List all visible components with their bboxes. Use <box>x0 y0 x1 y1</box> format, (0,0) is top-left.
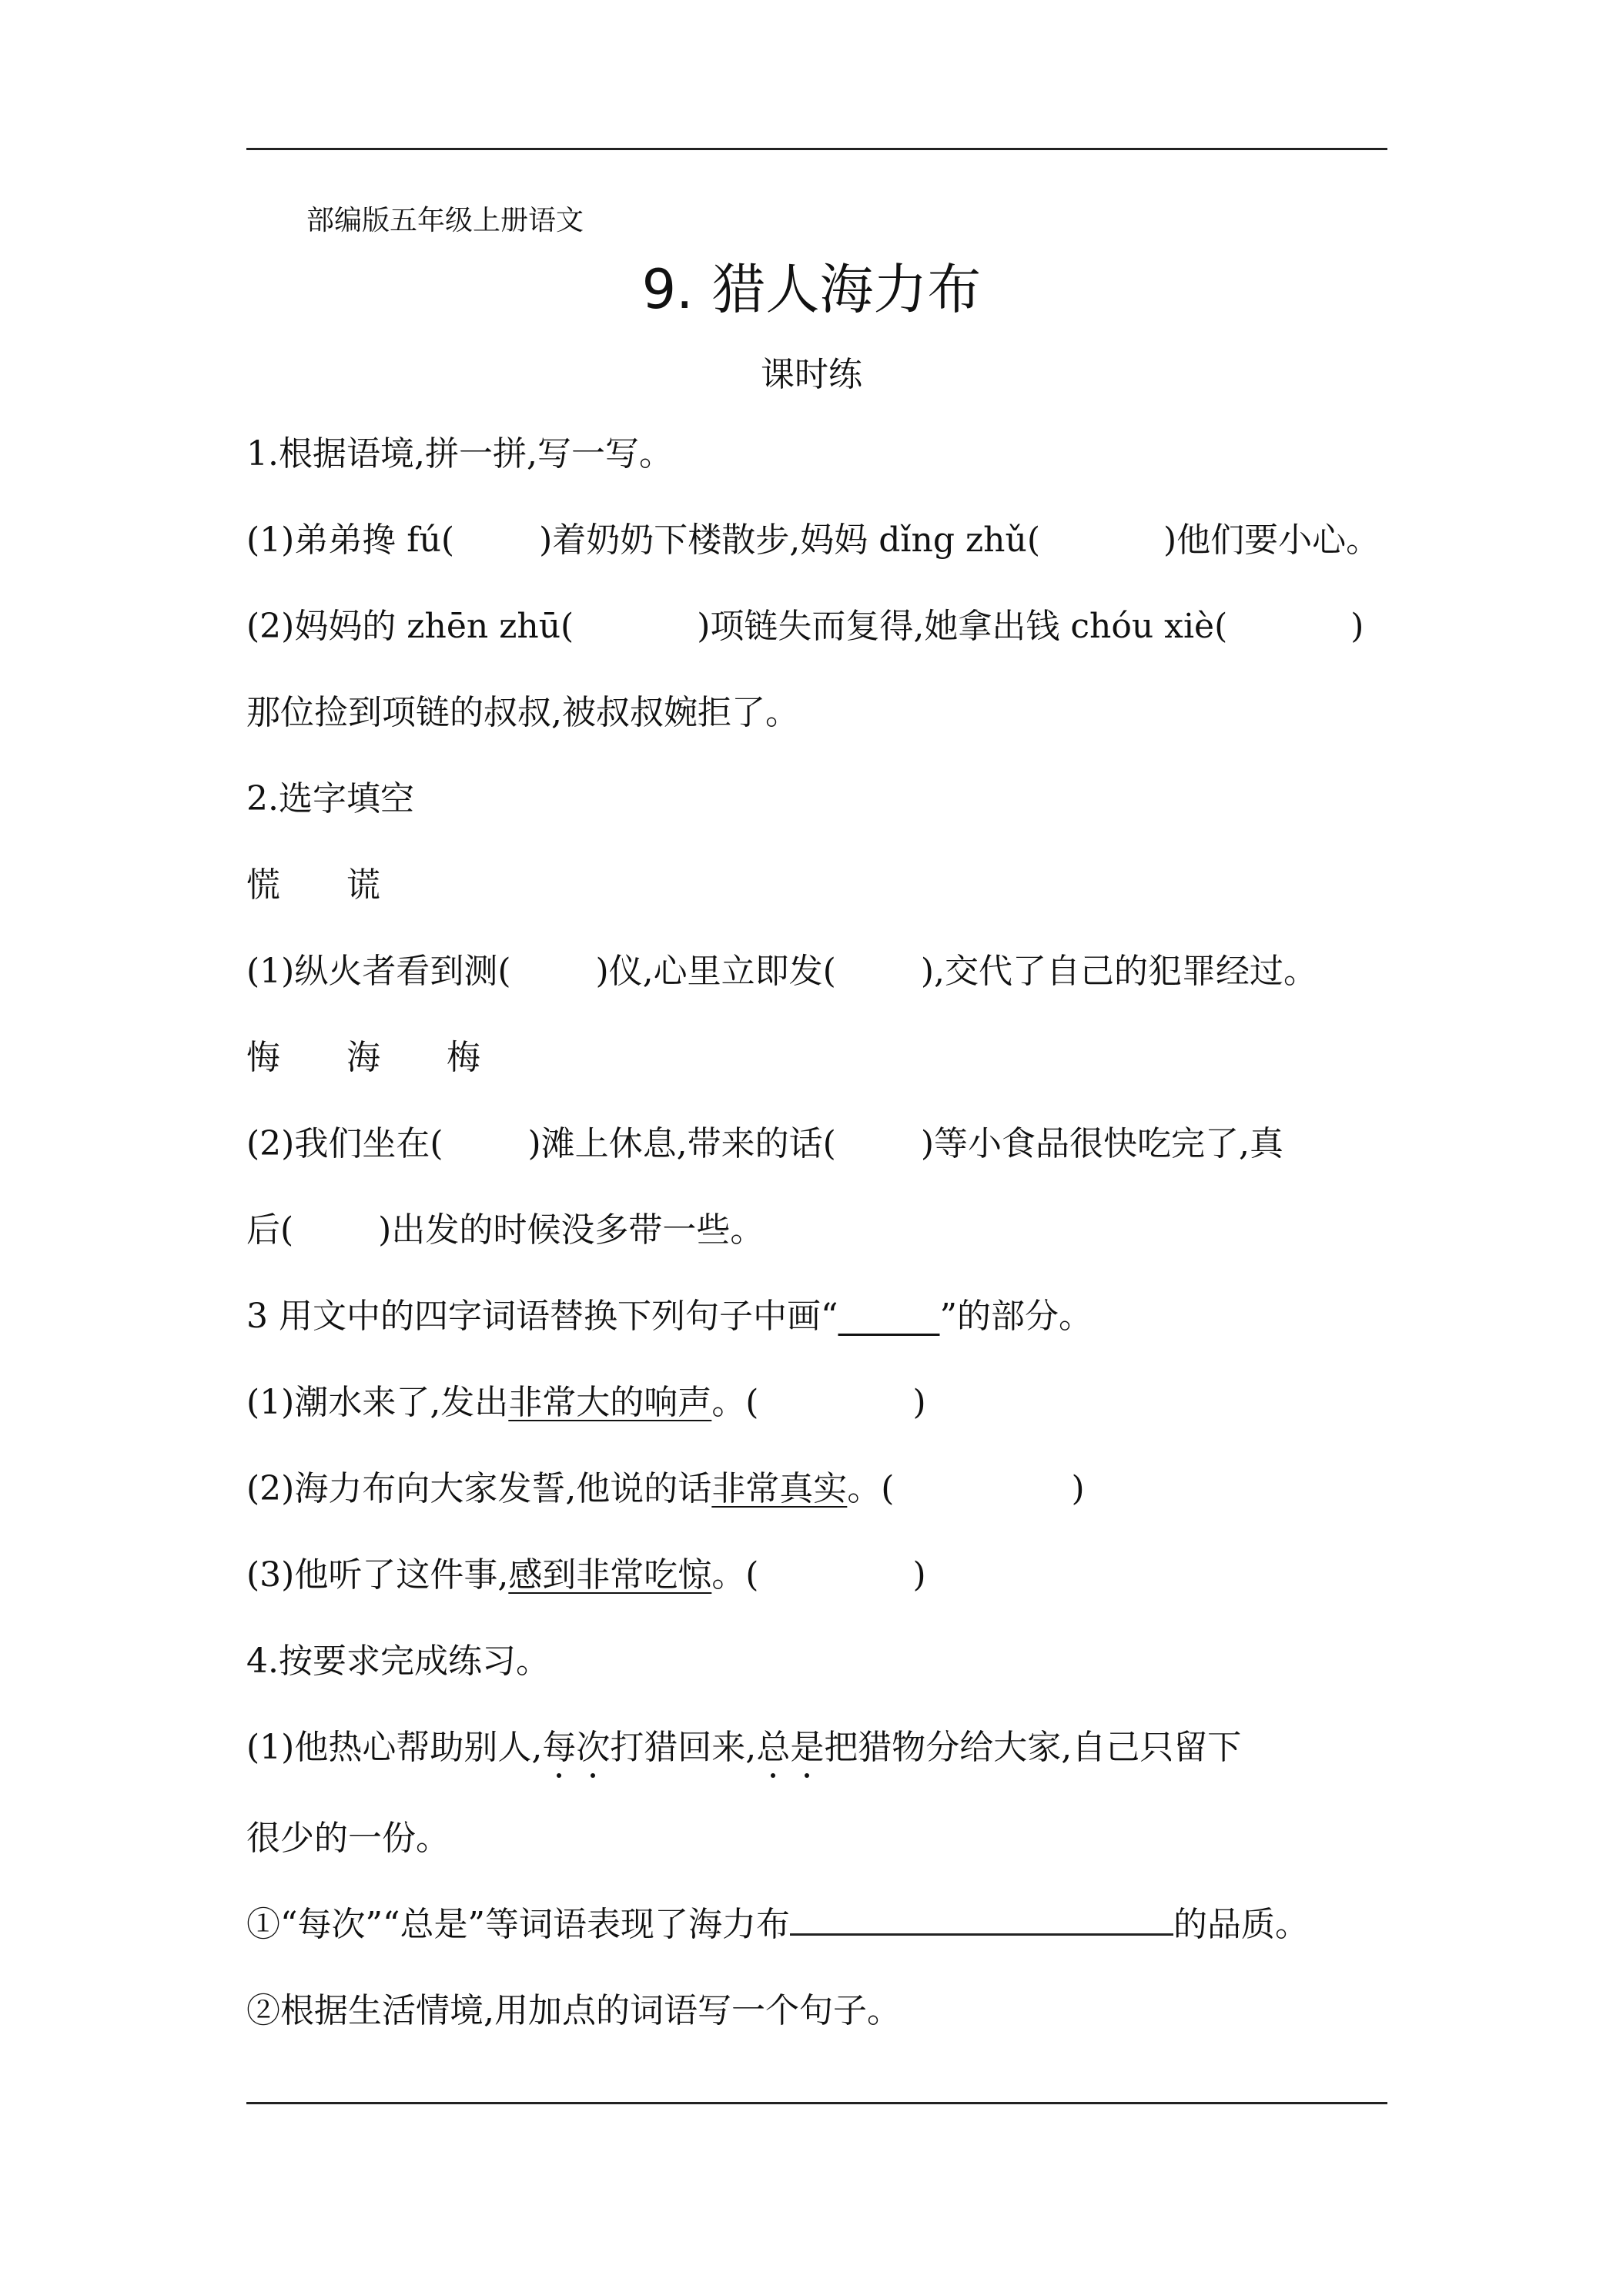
q2-item-2-c: )等小食品很快吃完了,真 <box>920 1124 1283 1163</box>
q3-item-2-c: ) <box>1071 1469 1085 1508</box>
q1-heading: 1.根据语境,拼一拼,写一写。 <box>246 434 673 474</box>
book-header: 部编版五年级上册语文 <box>306 205 584 236</box>
answer-line[interactable] <box>790 1910 1173 1936</box>
q2-item-1 <box>246 952 1317 991</box>
option-char: 慌 <box>246 865 280 905</box>
dotted-char: 每 <box>542 1728 577 1767</box>
option-char: 悔 <box>246 1038 280 1077</box>
q3-item-1-c: ) <box>912 1383 926 1422</box>
q3-heading-b: ”的部分。 <box>939 1297 1093 1336</box>
q1-item-1-a: (1)弟弟搀 fú( <box>246 520 455 560</box>
q4-heading: 4.按要求完成练习。 <box>246 1642 550 1681</box>
q2-item-2-e: )出发的时候没多带一些。 <box>378 1210 765 1250</box>
q2-item-1-a: (1)纵火者看到测( <box>246 952 511 991</box>
q3-item-3-a: (3)他听了这件事, <box>246 1555 509 1595</box>
q2-options-2 <box>246 1038 480 1077</box>
footer-rule <box>246 2102 1387 2104</box>
q2-item-2-a: (2)我们坐在( <box>246 1124 443 1163</box>
q1-item-1-c: )他们要小心。 <box>1163 520 1380 560</box>
lesson-number: 9. <box>641 258 694 321</box>
q4-passage-cont: 很少的一份。 <box>246 1819 450 1858</box>
q1-item-1 <box>246 520 1380 560</box>
q4-passage <box>246 1728 1242 1767</box>
q4-passage-c: 把猎物分给大家,自己只留下 <box>824 1728 1242 1767</box>
q2-item-2 <box>246 1124 1283 1163</box>
q3-item-1-b: 。( <box>711 1383 759 1422</box>
q1-item-2-cont: 那位捡到项链的叔叔,被叔叔婉拒了。 <box>246 693 799 732</box>
q4-sub-1-b: 的品质。 <box>1173 1905 1309 1944</box>
q1-item-2-c: ) <box>1350 607 1364 646</box>
q2-item-2-d: 后( <box>246 1210 294 1250</box>
q4-sub-1-a: ①“每次”“总是”等词语表现了海力布 <box>246 1905 790 1944</box>
q1-item-1-b: )着奶奶下楼散步,妈妈 dǐng zhǔ( <box>539 520 1040 560</box>
q3-item-1-a: (1)潮水来了,发出 <box>246 1383 509 1422</box>
q2-item-2-cont <box>246 1210 765 1250</box>
underlined-phrase: 感到非常吃惊 <box>508 1555 712 1595</box>
dotted-char: 次 <box>576 1728 611 1767</box>
q1-item-2-a: (2)妈妈的 zhēn zhū( <box>246 607 574 646</box>
option-char: 梅 <box>447 1038 480 1077</box>
underlined-phrase: 非常真实 <box>711 1469 848 1508</box>
q4-sub-1 <box>246 1905 1309 1944</box>
q2-item-2-b: )滩上休息,带来的话( <box>527 1124 836 1163</box>
q3-heading-a: 3 用文中的四字词语替换下列句子中画“ <box>246 1297 838 1336</box>
header-rule <box>246 148 1387 150</box>
q4-sub-2: ②根据生活情境,用加点的词语写一个句子。 <box>246 1991 901 2030</box>
q3-item-3-b: 。( <box>711 1555 759 1595</box>
option-char: 谎 <box>346 865 380 905</box>
q1-item-2 <box>246 607 1364 646</box>
q3-heading <box>246 1297 1093 1336</box>
underlined-phrase: 非常大的响声 <box>508 1383 712 1422</box>
q3-item-3 <box>246 1555 926 1595</box>
dotted-char: 总 <box>756 1728 791 1767</box>
q3-item-2-a: (2)海力布向大家发誓,他说的话 <box>246 1469 712 1508</box>
q2-item-1-c: ),交代了自己的犯罪经过。 <box>920 952 1317 991</box>
lesson-title: 猎人海力布 <box>711 258 982 321</box>
option-char: 海 <box>346 1038 380 1077</box>
q4-passage-a: (1)他热心帮助别人, <box>246 1728 543 1767</box>
q4-passage-b: 打猎回来, <box>610 1728 757 1767</box>
q3-heading-blank: ______ <box>838 1297 940 1336</box>
q2-item-1-b: )仪,心里立即发( <box>595 952 836 991</box>
q3-item-1 <box>246 1383 926 1422</box>
q1-item-2-b: )项链失而复得,她拿出钱 chóu xiè( <box>697 607 1228 646</box>
q3-item-2 <box>246 1469 1085 1508</box>
q3-item-3-c: ) <box>912 1555 926 1595</box>
page-subtitle: 课时练 <box>761 355 862 394</box>
q3-item-2-b: 。( <box>847 1469 895 1508</box>
q2-options-1 <box>246 865 380 905</box>
page-title <box>0 246 1623 324</box>
dotted-char: 是 <box>790 1728 825 1767</box>
q2-heading: 2.选字填空 <box>246 779 414 818</box>
